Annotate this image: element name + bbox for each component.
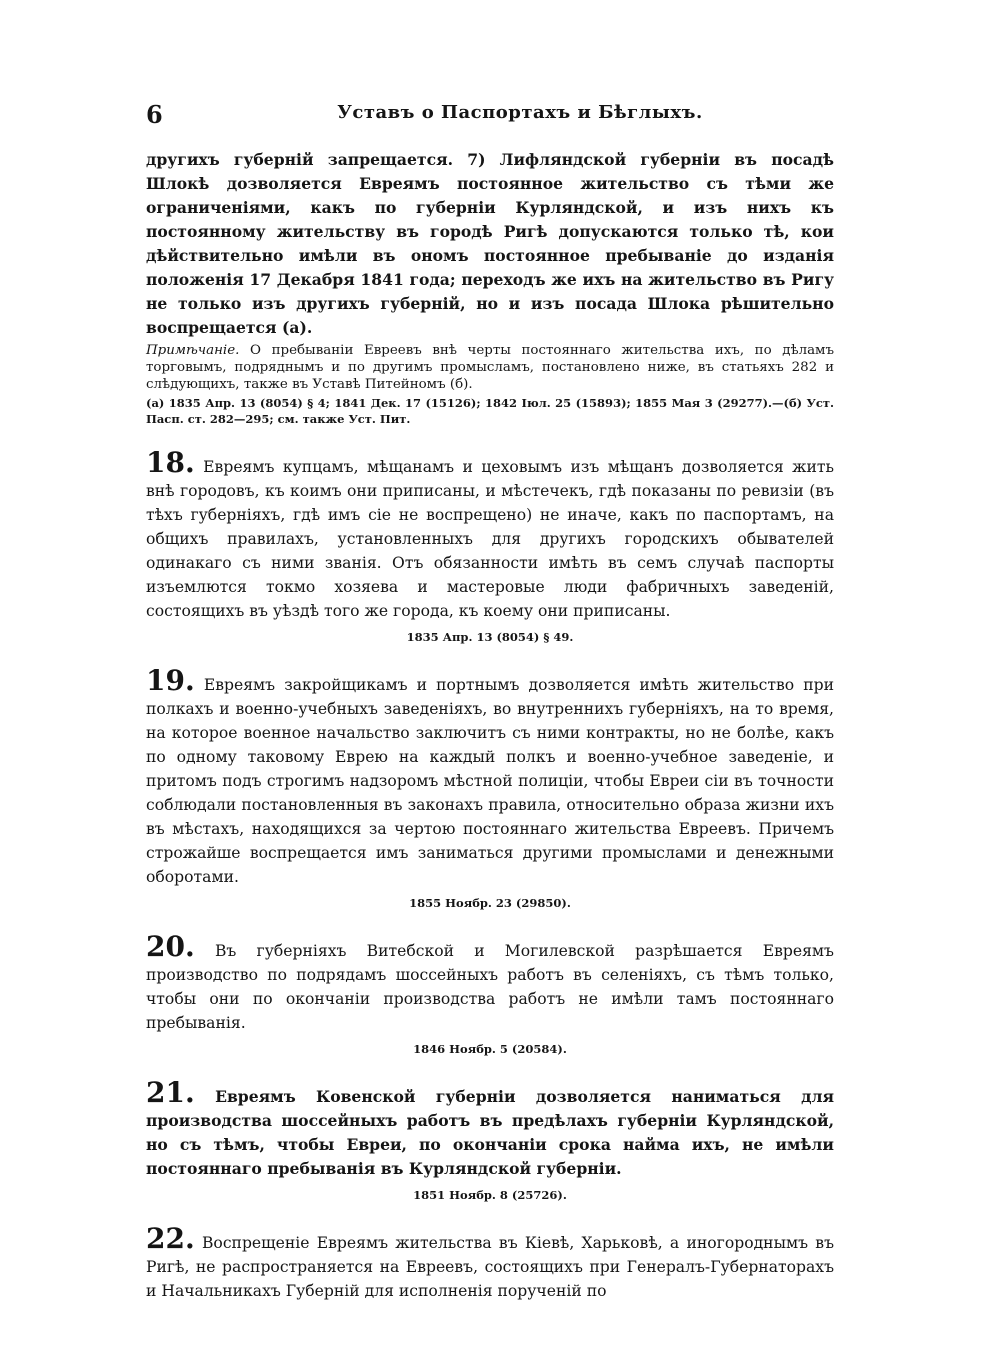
article-number: 18 . — [146, 446, 195, 479]
opening-block — [146, 148, 834, 427]
article-paragraph — [146, 1222, 834, 1303]
article-text: Евреямъ закройщикамъ и портнымъ дозволяется имѣть жительство при полкахъ и военно-учебныхъ заведеніяхъ, во внутреннихъ губерніяхъ, на то время, на которое военное начальство заключитъ съ ними контракты, но не болѣе, какъ по одному таковому Еврею на каждый полкъ и военно-учебное заведеніе, и притомъ подъ строгимъ надзоромъ мѣстной полиціи, чтобы Евреи сіи въ точности соблюдали постановленныя въ законахъ правила, относительно образа жизни ихъ въ мѣстахъ, находящихся за чертою постояннаго жительства Евреевъ. Причемъ строжайше воспрещается имъ заниматься другими промыслами и денежными оборотами. — [146, 676, 834, 886]
article-22 — [146, 1222, 834, 1303]
article-18 — [146, 446, 834, 645]
article-paragraph — [146, 930, 834, 1035]
article-number: 19 . — [146, 664, 195, 697]
page-body — [146, 148, 834, 1303]
note-label: Примѣчаніе. — [146, 343, 240, 358]
article-paragraph — [146, 1076, 834, 1181]
article-20 — [146, 930, 834, 1057]
article-citation: 1851 Ноябр. 8 (25726). — [413, 1188, 567, 1202]
page-number: 6 — [146, 100, 163, 129]
source-references: (а) 1835 Апр. 13 (8054) § 4; 1841 Дек. 17 (15126); 1842 Іюл. 25 (15893); 1855 Мая 3 (29277).—(б) Уст. Пасп. ст. 282—295; см. также Уст. Пит. — [146, 396, 834, 426]
article-citation: 1855 Ноябр. 23 (29850). — [409, 896, 571, 910]
article-paragraph — [146, 446, 834, 623]
article-number: 20 . — [146, 930, 195, 963]
article-number: 22 . — [146, 1222, 195, 1255]
article-number: 21 . — [146, 1076, 195, 1109]
continued-paragraph: другихъ губерній запрещается. 7) Лифляндской губерніи въ посадѣ Шлокѣ дозволяется Евреямъ постоянное жительство съ тѣми же ограниченіями, какъ по губерніи Курляндской, и изъ нихъ къ постоянному жительству въ городѣ Ригѣ допускаются только тѣ, кои дѣйствительно имѣли въ ономъ постоянное пребываніе до изданія положенія 17 Декабря 1841 года; переходъ же ихъ на жительство въ Ригу не только изъ другихъ губерній, но и изъ посада Шлока рѣшительно воспрещается (а). — [146, 150, 834, 337]
running-title: Уставъ о Паспортахъ и Бѣглыхъ. — [337, 102, 703, 123]
article-text: Въ губерніяхъ Витебской и Могилевской разрѣшается Евреямъ производство по подрядамъ шоссейныхъ работъ въ селеніяхъ, съ тѣмъ только, чтобы они по окончаніи производства работъ не имѣли тамъ постояннаго пребыванія. — [146, 942, 834, 1032]
note-paragraph — [146, 342, 834, 393]
article-paragraph — [146, 664, 834, 889]
article-21 — [146, 1076, 834, 1203]
note-text: О пребываніи Евреевъ внѣ черты постояннаго жительства ихъ, по дѣламъ торговымъ, подряднымъ и по другимъ промысламъ, постановлено ниже, въ статьяхъ 282 и слѣдующихъ, также въ Уставѣ Питейномъ (б). — [146, 343, 834, 392]
article-citation: 1846 Ноябр. 5 (20584). — [413, 1042, 567, 1056]
article-text: Воспрещеніе Евреямъ жительства въ Кіевѣ, Харьковѣ, а иногороднымъ въ Ригѣ, не распространяется на Евреевъ, состоящихъ при Генералъ-Губернаторахъ и Начальникахъ Губерній для исполненія порученій по — [146, 1234, 834, 1300]
article-19 — [146, 664, 834, 911]
article-citation: 1835 Апр. 13 (8054) § 49. — [406, 630, 574, 644]
article-text: Евреямъ купцамъ, мѣщанамъ и цеховымъ изъ мѣщанъ дозволяется жить внѣ городовъ, къ коимъ они приписаны, и мѣстечекъ, гдѣ показаны по ревизіи (въ тѣхъ губерніяхъ, гдѣ имъ сіе не воспрещено) не иначе, какъ по паспортамъ, на общихъ правилахъ, установленныхъ для другихъ городскихъ обывателей одинакаго съ ними званія. Отъ обязанности имѣть въ семъ случаѣ паспорты изъемлются токмо хозяева и мастеровые люди фабричныхъ заведеній, состоящихъ въ уѣздѣ того же города, къ коему они приписаны. — [146, 458, 834, 620]
article-text: Евреямъ Ковенской губерніи дозволяется наниматься для производства шоссейныхъ работъ въ предѣлахъ губерніи Курляндской, но съ тѣмъ, чтобы Евреи, по окончаніи срока найма ихъ, не имѣли постояннаго пребыванія въ Курляндской губерніи. — [146, 1087, 834, 1178]
page-header — [146, 100, 854, 130]
